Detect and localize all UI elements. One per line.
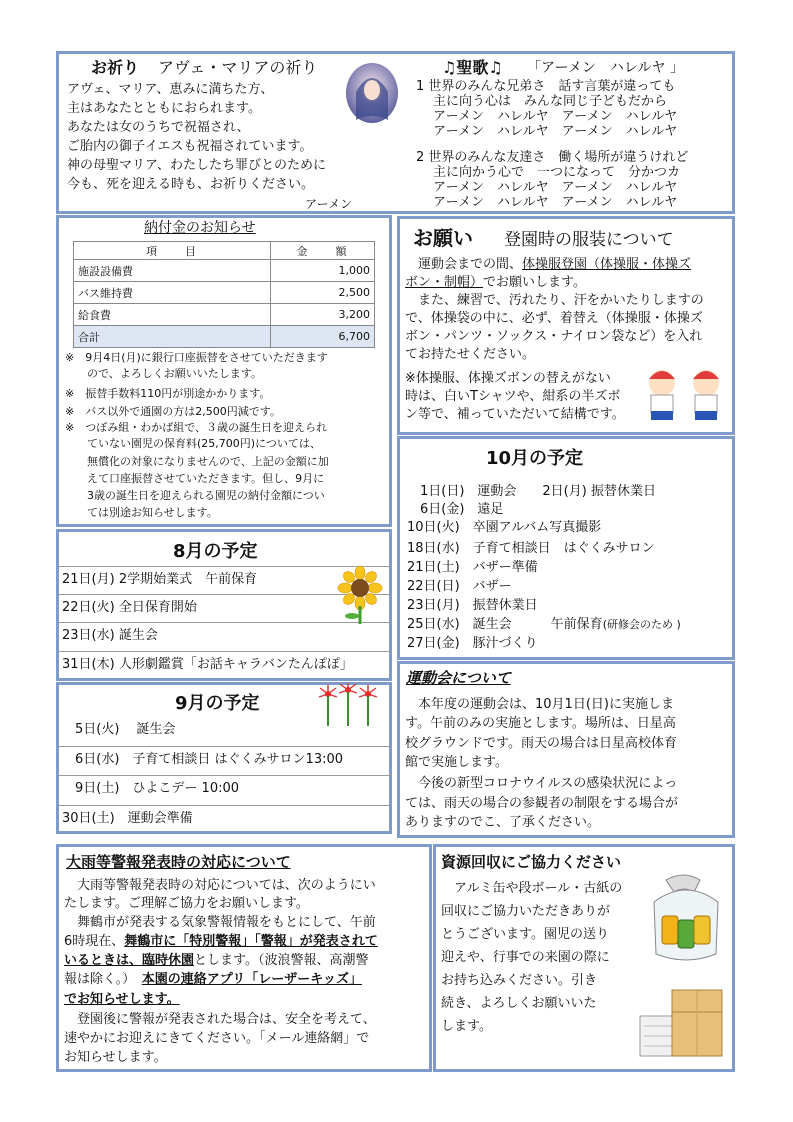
- fee-note: 3歳の誕生日を迎えられる園児の納付金額につい: [65, 489, 325, 502]
- request-line: ボン・制帽）でお願いします。: [405, 275, 586, 290]
- sports-day-line: 校グラウンドです。雨天の場合は日星高校体育: [405, 736, 677, 751]
- hymn-verse-line: アーメン ハレルヤ アーメン ハレルヤ: [433, 195, 678, 210]
- spider-lily-illustration: [313, 682, 383, 726]
- september-title: 9月の予定: [175, 693, 260, 714]
- october-item: 18日(水) 子育て相談日 はぐくみサロン: [407, 541, 655, 556]
- storm-line: たします。ご理解ご協力をお願いします。: [64, 896, 309, 911]
- prayer-subtitle: アヴェ・マリアの祈り: [158, 58, 318, 77]
- recycling-line: お持ち込みください。引き: [441, 973, 598, 988]
- storm-line: お知らせします。: [64, 1050, 167, 1065]
- storm-line: 速やかにお迎えにきてください。「メール連絡網」で: [64, 1031, 370, 1046]
- fee-note: えて口座振替させていただきます。但し、9月に: [65, 472, 325, 485]
- fee-note: ていない園児の保育料(25,700円)については、: [65, 437, 321, 450]
- october-item: 25日(水) 誕生会 午前保育(研修会のため ): [407, 617, 681, 632]
- prayer-line: 主はあなたとともにおられます。: [67, 101, 261, 116]
- request-title: お願い: [413, 226, 473, 250]
- col-amount-header: 金 額: [271, 242, 375, 260]
- mary-portrait-image: [344, 62, 400, 124]
- fee-note: ※ バス以外で通園の方は2,500円減です。: [65, 405, 281, 418]
- hymn-title: 聖歌: [456, 58, 489, 77]
- fee-note: 無償化の対象になりませんので、上記の金額に加: [65, 455, 329, 468]
- table-row: [74, 282, 375, 304]
- children-illustration: [640, 361, 730, 429]
- request-line: ※体操服、体操ズボンの替えがない: [405, 371, 611, 386]
- fee-amount: 2,500: [271, 282, 375, 304]
- september-item: 30日(土) 運動会準備: [59, 805, 392, 832]
- prayer-line: 神の母聖マリア、わたしたち罪びとのために: [67, 158, 326, 173]
- august-item: 21日(月) 2学期始業式 午前保育: [59, 566, 392, 593]
- october-item: 23日(月) 振替休業日: [407, 598, 538, 613]
- august-item: 23日(水) 誕生会: [59, 622, 392, 649]
- request-subtitle: 登園時の服装について: [504, 230, 674, 250]
- col-item-header: 項 目: [74, 242, 271, 260]
- recycling-line: 迎えや、行事での来園の際に: [441, 950, 610, 965]
- storm-line: 6時現在、舞鶴市に「特別警報」「警報」が発表されて: [64, 934, 378, 949]
- recycling-title: 資源回収にご協力ください: [441, 853, 622, 871]
- recycling-line: とうございます。園児の送り: [441, 927, 609, 942]
- october-item: 21日(土) バザー準備: [407, 560, 538, 575]
- fee-note: ※ つぼみ組・わかば組で、３歳の誕生日を迎えられ: [65, 421, 327, 434]
- september-item: 9日(土) ひよこデー 10:00: [59, 775, 392, 802]
- storm-line: いるときは、臨時休園とします。（波浪警報、高潮警: [64, 953, 369, 968]
- prayer-title: お祈り: [91, 58, 140, 77]
- music-note-icon: ♫: [442, 58, 457, 77]
- august-item: 22日(火) 全日保育開始: [59, 594, 392, 621]
- table-row: [74, 304, 375, 326]
- recycling-bag-illustration: [644, 872, 728, 964]
- request-line: 時は、白いTシャツや、紺系の半ズボ: [405, 389, 621, 404]
- request-line: ボン・パンツ・ソックス・ナイロン袋など）を入れ: [405, 329, 703, 344]
- recycling-line: アルミ缶や段ボール・古紙の: [441, 881, 623, 896]
- fees-table: [73, 241, 375, 348]
- fee-note: ので、よろしくお願いいたします。: [65, 367, 262, 380]
- fee-note: ※ 9月4日(月)に銀行口座振替をさせていただきます: [65, 351, 328, 364]
- hymn-verse-line: 主に向かう心で 一つになって 分かつカ: [433, 165, 681, 180]
- sports-day-line: 館で実施します。: [405, 755, 508, 770]
- storm-line: 登園後に警報が発表された場合は、安全を考えて、: [64, 1012, 376, 1027]
- table-row-total: [74, 326, 375, 348]
- hymn-verse-line: 1 世界のみんな兄弟さ 話す言葉が違っても: [416, 79, 676, 94]
- storm-warning-title: 大雨等警報発表時の対応について: [66, 853, 291, 871]
- october-item: 1日(日) 運動会 2日(月) 振替休業日: [407, 484, 656, 499]
- october-item: 27日(金) 豚汁づくり: [407, 636, 538, 651]
- request-line: また、練習で、汚れたり、汗をかいたりしますの: [405, 293, 704, 308]
- sports-day-line: 本年度の運動会は、10月1日(日)に実施しま: [405, 697, 674, 712]
- storm-line: 舞鶴市が発表する気象警報情報をもとにして、午前: [64, 915, 376, 930]
- hymn-verse-line: アーメン ハレルヤ アーメン ハレルヤ: [433, 109, 678, 124]
- recycling-line: 回収にご協力いただきありが: [441, 904, 611, 919]
- fee-amount: 3,200: [271, 304, 375, 326]
- hymn-verse-line: アーメン ハレルヤ アーメン ハレルヤ: [433, 180, 678, 195]
- storm-line: 報は除く。） 本園の連絡アプリ「レーザーキッズ」: [64, 972, 362, 987]
- hymn-verse-line: 主に向う心は みんな同じ子どもだから: [433, 94, 668, 109]
- table-row: [74, 260, 375, 282]
- october-title: 10月の予定: [486, 448, 584, 469]
- sports-day-title: 運動会について: [406, 669, 511, 687]
- fee-note: ては別途お知らせします。: [65, 506, 218, 519]
- august-item: 31日(木) 人形劇鑑賞「お話キャラバンたんぽぽ」: [59, 651, 392, 678]
- sports-day-line: す。午前のみの実施とします。場所は、日星高: [405, 716, 676, 731]
- hymn-subtitle: 「アーメン ハレルヤ 」: [527, 60, 684, 76]
- october-item: 22日(日) バザー: [407, 579, 512, 594]
- fee-item: バス維持費: [74, 282, 271, 304]
- request-line: てお持たせください。: [405, 347, 536, 362]
- fee-item: 合計: [74, 326, 271, 348]
- prayer-line: 今も、死を迎える時も、お祈りください。: [67, 177, 315, 192]
- recycling-line: 続き、よろしくお願いいた: [441, 996, 597, 1011]
- fee-note: ※ 振替手数料110円が別途かかります。: [65, 387, 271, 400]
- fee-amount: 6,700: [271, 326, 375, 348]
- august-title: 8月の予定: [173, 541, 258, 562]
- hymn-title-row: [442, 58, 503, 78]
- october-item: 10日(火) 卒園アルバム写真撮影: [407, 520, 602, 535]
- prayer-line: ご胎内の御子イエスも祝福されています。: [67, 139, 313, 154]
- fee-item: 給食費: [74, 304, 271, 326]
- sports-day-line: 今後の新型コロナウイルスの感染状況によっ: [405, 776, 678, 791]
- september-item: 6日(水) 子育て相談日 はぐくみサロン13:00: [59, 746, 392, 773]
- october-item: 6日(金) 遠足: [407, 502, 504, 517]
- request-line: 運動会までの間、体操服登園（体操服・体操ズ: [405, 257, 692, 272]
- fees-title: 納付金のお知らせ: [144, 220, 256, 236]
- prayer-line: あなたは女のうちで祝福され、: [67, 120, 250, 135]
- cardboard-newspaper-illustration: [636, 982, 728, 1062]
- hymn-verse-line: 2 世界のみんな友達さ 働く場所が違うけれど: [416, 150, 689, 165]
- storm-line: 大雨等警報発表時の対応については、次のようにい: [64, 878, 376, 893]
- fee-amount: 1,000: [271, 260, 375, 282]
- sports-day-line: ありますのでこ、了承ください。: [405, 815, 601, 830]
- music-note-icon: ♫: [488, 58, 503, 77]
- sports-day-line: ては、雨天の場合の参観者の制限をする場合が: [405, 796, 679, 811]
- sunflower-illustration: [334, 566, 386, 624]
- prayer-amen: アーメン: [305, 197, 353, 211]
- september-item: 5日(火) 誕生会: [62, 722, 176, 737]
- hymn-verse-line: アーメン ハレルヤ アーメン ハレルヤ: [433, 124, 678, 139]
- fee-item: 施設設備費: [74, 260, 271, 282]
- request-line: で、体操袋の中に、必ず、着替え（体操服・体操ズ: [405, 311, 703, 326]
- recycling-line: します。: [441, 1019, 492, 1034]
- prayer-line: アヴェ、マリア、恵みに満ちた方、: [67, 82, 274, 97]
- request-line: ン等で、補っていただいて結構です。: [405, 407, 625, 422]
- table-header-row: [74, 242, 375, 260]
- storm-line: でお知らせします。: [64, 992, 180, 1007]
